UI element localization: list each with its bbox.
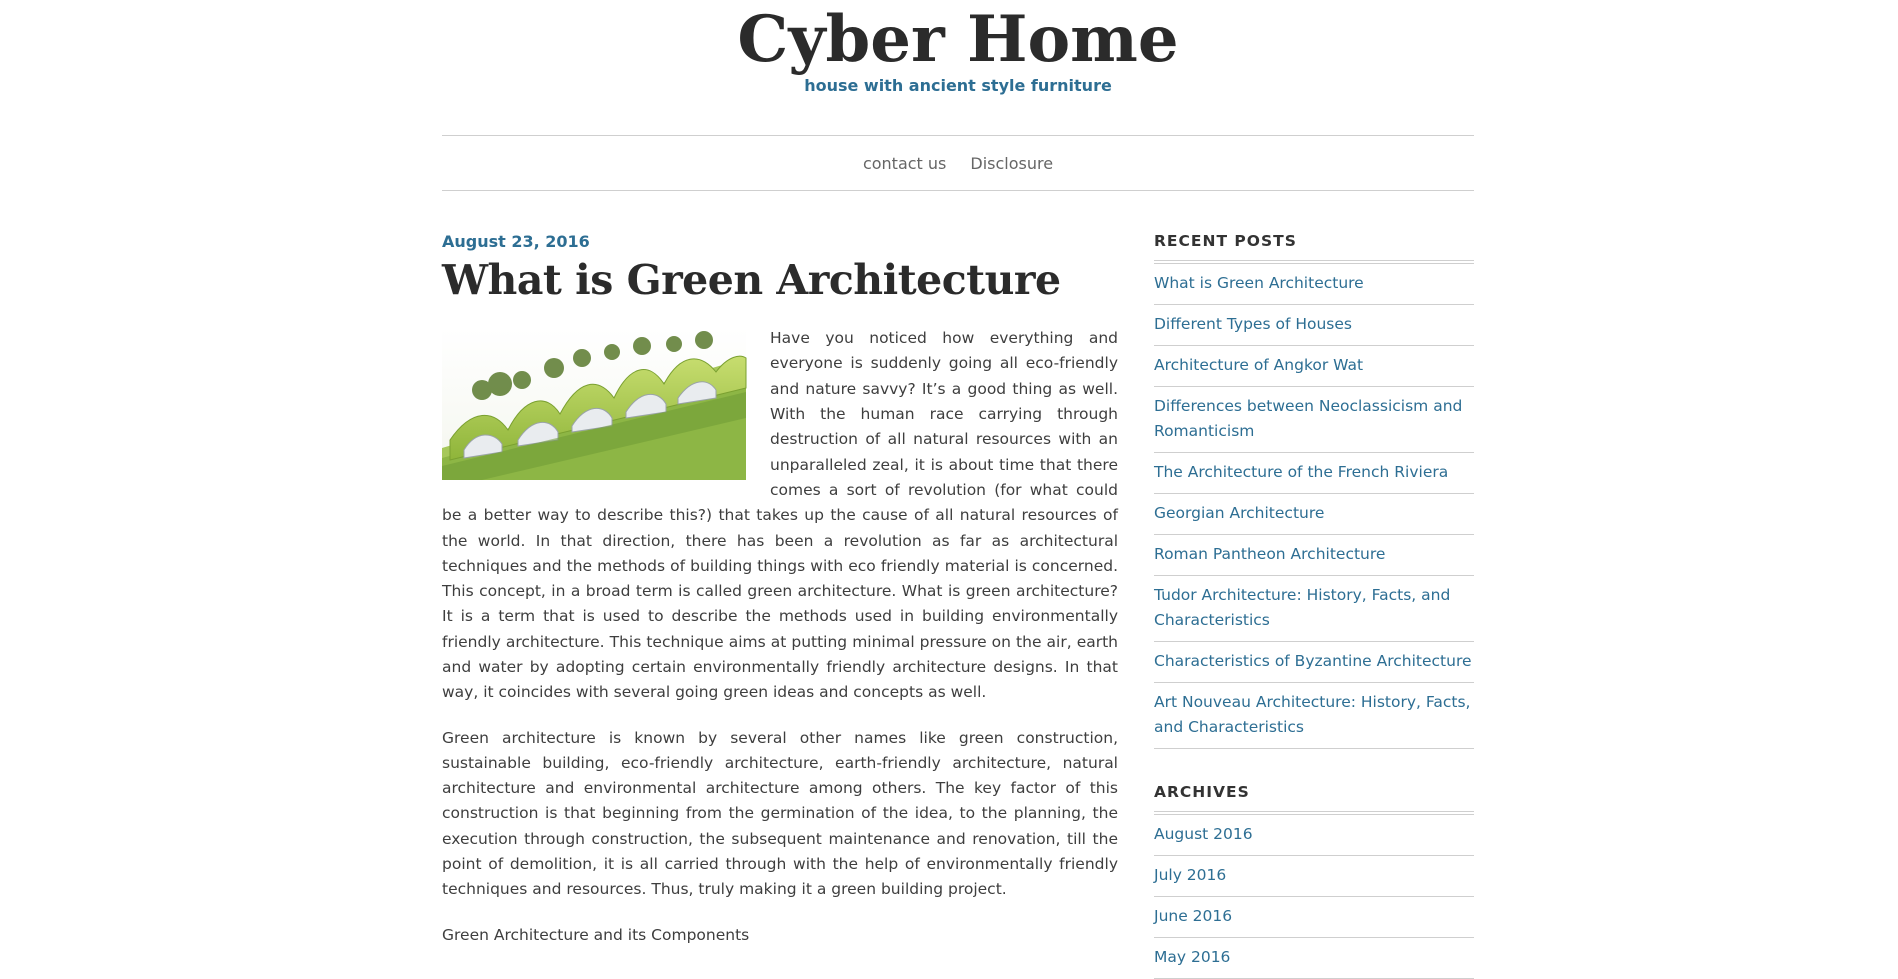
archive-link[interactable]: July 2016 — [1154, 866, 1227, 884]
archives-widget — [1154, 783, 1474, 979]
nav-item-disclosure[interactable]: Disclosure — [970, 153, 1054, 173]
recent-post-link[interactable]: The Architecture of the French Riviera — [1154, 463, 1449, 481]
post-paragraph: Green architecture is known by several other names like green construction, sustainable building, eco-friendly architecture, earth-friendly architecture, natural architecture and environmental architecture among others. The key factor of this construction is that beginning from the germination of the idea, to the planning, the execution through construction, the subsequent maintenance and renovation, till the point of demolition, it is all carried through with the help of environmentally friendly techniques and resources. Thus, truly making it a green building project. — [442, 728, 1118, 899]
archive-link[interactable]: August 2016 — [1154, 825, 1253, 843]
nav-item-contact-us[interactable]: contact us — [862, 153, 947, 173]
green-roof-house-image — [442, 328, 746, 480]
recent-post-link[interactable]: Tudor Architecture: History, Facts, and Characteristics — [1154, 586, 1451, 629]
page-wrapper — [442, 0, 1474, 966]
sidebar — [1154, 232, 1474, 979]
recent-post-link[interactable]: Differences between Neoclassicism and Romanticism — [1154, 397, 1463, 440]
recent-post-link[interactable]: Architecture of Angkor Wat — [1154, 356, 1364, 374]
post-date[interactable]: August 23, 2016 — [442, 232, 590, 251]
post-paragraph: Have you noticed how everything and everyone is suddenly going all eco-friendly and nature savvy? It’s a good thing as well. With the human race carrying through destruction of all natural resources with an unparalleled zeal, it is about time that there comes a sort of revolution (for what could be a better way to describe this?) that takes up the cause of all natural resources of the world. In that direction, there has been a revolution as far as architectural techniques and the methods of building things with eco friendly material is concerned. This concept, in a broad term is called green architecture. What is green architecture? It is a term that is used to describe the methods used in building environmentally friendly architecture. This technique aims at putting minimal pressure on the air, earth and water by adopting certain environmentally friendly architecture designs. In that way, it coincides with several going green ideas and concepts as well. — [442, 329, 1118, 702]
recent-post-link[interactable]: Roman Pantheon Architecture — [1154, 545, 1386, 563]
post-content — [442, 326, 1118, 948]
archives-title: ARCHIVES — [1154, 783, 1474, 815]
recent-post-link[interactable]: What is Green Architecture — [1154, 274, 1364, 292]
post-article — [442, 232, 1118, 968]
recent-posts-title: RECENT POSTS — [1154, 232, 1474, 264]
recent-post-link[interactable]: Art Nouveau Architecture: History, Facts, and Characteristics — [1154, 693, 1471, 736]
post-title[interactable]: What is Green Architecture — [442, 256, 1061, 304]
recent-post-link[interactable]: Characteristics of Byzantine Architecture — [1154, 652, 1472, 670]
site-tagline: house with ancient style furniture — [804, 76, 1112, 95]
green-roof-house-illustration — [442, 328, 746, 480]
archive-link[interactable]: May 2016 — [1154, 948, 1231, 966]
recent-posts-widget — [1154, 232, 1474, 749]
archive-link[interactable]: June 2016 — [1154, 907, 1233, 925]
recent-post-link[interactable]: Georgian Architecture — [1154, 504, 1325, 522]
site-title[interactable]: Cyber Home — [737, 2, 1179, 77]
post-subheading: Green Architecture and its Components — [442, 925, 750, 944]
recent-post-link[interactable]: Different Types of Houses — [1154, 315, 1352, 333]
site-header — [442, 0, 1474, 95]
main-nav — [442, 135, 1474, 191]
